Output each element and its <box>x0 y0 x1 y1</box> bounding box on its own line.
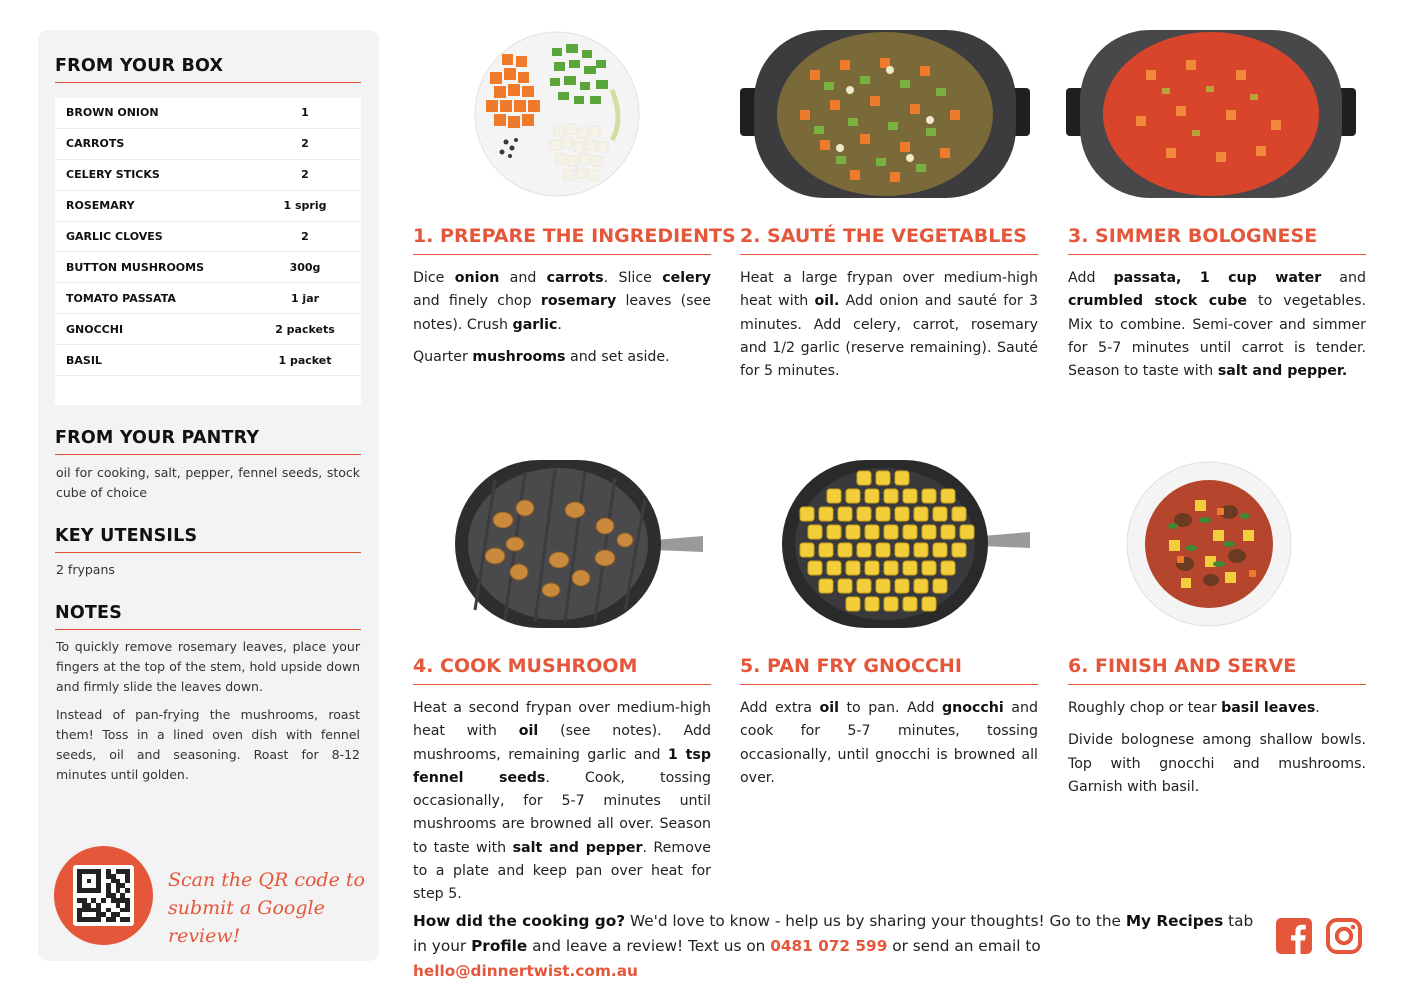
step-paragraph <box>1068 697 1366 720</box>
bold-text: carrots <box>546 270 604 286</box>
text: We'd love to know - help us by sharing your thoughts! Go to the <box>625 912 1126 930</box>
step-5-title: 5. PAN FRY GNOCCHI <box>740 655 1038 685</box>
bold-text: rosemary <box>540 293 617 310</box>
step-2-title: 2. SAUTÉ THE VEGETABLES <box>740 225 1038 255</box>
step-paragraph <box>740 697 1038 790</box>
bold-text: oil. <box>814 293 840 310</box>
bold-text: gnocchi <box>941 700 1004 716</box>
from-your-box-title: FROM YOUR BOX <box>55 56 361 83</box>
text: to vegetables. Mix to combine. Semi-cover and simmer for 5-7 minutes until carrot is tender. Season to taste with <box>1068 293 1366 380</box>
text: Add onion and sauté for 3 minutes. Add celery, carrot, rosemary and 1/2 garlic (reserve remaining). Sauté for 5 minutes. <box>740 293 1038 380</box>
text: . Remove to a plate and keep pan over heat for step 5. <box>413 839 711 903</box>
facebook-icon[interactable] <box>1276 918 1312 954</box>
text: to pan. Add <box>838 700 942 716</box>
bold-text: Profile <box>471 937 528 955</box>
footer-review-text <box>413 909 1263 984</box>
box-item-row <box>55 283 361 314</box>
box-item-qty: 1 jar <box>290 291 320 305</box>
step-paragraph <box>413 697 711 907</box>
box-item-qty: 300g <box>289 260 321 274</box>
bold-text: salt and pepper. <box>1217 363 1348 380</box>
box-item-qty: 2 <box>301 137 309 151</box>
qr-caption: Scan the QR code to submit a Google review! <box>168 869 365 947</box>
bold-text: garlic <box>512 316 558 333</box>
box-item-name: BASIL <box>66 353 102 367</box>
box-item-qty: 2 packets <box>275 322 335 336</box>
text: and finely chop <box>413 293 541 310</box>
instagram-icon[interactable] <box>1326 918 1362 954</box>
notes-title: NOTES <box>55 603 361 630</box>
bold-text: basil leaves <box>1221 700 1316 716</box>
box-item-row <box>55 222 361 253</box>
step-6-serve-image <box>1125 460 1293 628</box>
step-1-body <box>413 267 711 378</box>
bold-text: celery <box>662 270 711 286</box>
box-item-row <box>55 252 361 283</box>
text: tab in your <box>413 912 1254 955</box>
step-paragraph <box>413 346 711 369</box>
box-item-name: BUTTON MUSHROOMS <box>66 260 205 274</box>
step-4-title: 4. COOK MUSHROOM <box>413 655 711 685</box>
bold-text: mushrooms <box>472 348 566 365</box>
step-1-title: 1. PREPARE THE INGREDIENTS <box>413 225 711 255</box>
bold-text: oil <box>518 723 539 740</box>
step-paragraph <box>1068 267 1366 383</box>
sidebar <box>38 30 379 961</box>
text: Heat a second frypan over medium-high heat with <box>413 700 711 740</box>
notes-text <box>56 637 360 793</box>
box-item-name: CARROTS <box>66 137 125 151</box>
box-item-name: TOMATO PASSATA <box>66 291 176 305</box>
step-paragraph <box>1068 729 1366 799</box>
pantry-text: oil for cooking, salt, pepper, fennel seeds, stock cube of choice <box>56 465 360 500</box>
bold-text: salt and pepper <box>512 839 643 856</box>
bold-text: onion <box>454 270 500 286</box>
phone-link[interactable]: 0481 072 599 <box>770 937 888 955</box>
box-item-row <box>55 314 361 345</box>
text: and set aside. <box>565 348 670 365</box>
text: Add extra <box>740 700 820 716</box>
box-item-qty: 1 packet <box>278 353 332 367</box>
text: Roughly chop or tear <box>1068 700 1222 716</box>
box-item-name: BROWN ONION <box>66 106 159 120</box>
text: . Slice <box>603 270 663 286</box>
text: and <box>499 270 547 286</box>
box-item-qty: 2 <box>301 168 309 182</box>
box-item-name: ROSEMARY <box>66 199 135 213</box>
text: . <box>1315 700 1320 716</box>
box-items-table <box>55 98 361 405</box>
box-item-qty: 2 <box>301 230 309 243</box>
from-your-pantry-title: FROM YOUR PANTRY <box>55 428 361 455</box>
step-2-saute-image <box>740 30 1030 198</box>
text: Divide bolognese among shallow bowls. Top with gnocchi and mushrooms. Garnish with basil. <box>1068 732 1366 795</box>
step-paragraph <box>413 267 711 337</box>
text: Quarter <box>413 348 473 365</box>
text: and cook for 5-7 minutes, tossing occasionally, until gnocchi is browned all over. <box>740 700 1038 786</box>
key-utensils-title: KEY UTENSILS <box>55 526 361 553</box>
box-item-qty: 1 <box>301 106 309 120</box>
bold-text: crumbled stock cube <box>1068 293 1248 310</box>
step-5-gnocchi-image <box>782 460 1030 628</box>
step-3-title: 3. SIMMER BOLOGNESE <box>1068 225 1366 255</box>
box-item-name: GNOCCHI <box>66 322 124 336</box>
step-2-body <box>740 267 1038 392</box>
text: and <box>1321 270 1366 286</box>
note-1: To quickly remove rosemary leaves, place your fingers at the top of the stem, hold upside down and firmly slide the leaves down. <box>56 639 360 694</box>
bold-text: How did the cooking go? <box>413 912 626 930</box>
bold-text: My Recipes <box>1125 912 1224 930</box>
step-paragraph <box>740 267 1038 383</box>
note-2: Instead of pan-frying the mushrooms, roast them! Toss in a lined oven dish with fennel seeds, oil and seasoning. Roast for 8-12 minutes until golden. <box>56 707 360 782</box>
step-4-mushroom-image <box>455 460 703 628</box>
bold-text: oil <box>819 700 839 716</box>
step-1-ingredients-image <box>472 30 642 200</box>
text: Dice <box>413 270 455 286</box>
box-item-qty: 1 sprig <box>283 199 327 213</box>
box-item-name: GARLIC CLOVES <box>66 230 163 243</box>
text: Heat a large frypan over medium-high heat with <box>740 270 1038 310</box>
text: Add <box>1068 270 1114 286</box>
box-item-row <box>55 129 361 160</box>
box-item-row <box>55 160 361 191</box>
bold-text: 1 tsp fennel seeds <box>413 746 711 786</box>
bold-text: passata, 1 cup water <box>1113 270 1322 286</box>
box-item-row <box>55 345 361 376</box>
box-item-name: CELERY STICKS <box>66 168 160 182</box>
box-item-row <box>55 98 361 129</box>
email-link[interactable]: hello@dinnertwist.com.au <box>413 962 638 980</box>
qr-code-badge[interactable] <box>54 846 153 945</box>
text: . <box>557 316 562 333</box>
step-3-body <box>1068 267 1366 392</box>
step-5-body <box>740 697 1038 799</box>
step-3-bolognese-image <box>1066 30 1356 198</box>
step-4-body <box>413 697 711 916</box>
text: leaves (see notes). Crush <box>413 293 711 333</box>
text: or send an email to <box>887 937 1041 955</box>
text: (see notes). Add mushrooms, remaining garlic and <box>413 723 711 763</box>
qr-code-icon[interactable] <box>73 865 134 926</box>
box-item-row <box>55 191 361 222</box>
step-6-body <box>1068 697 1366 808</box>
text: and leave a review! Text us on <box>527 937 771 955</box>
step-6-title: 6. FINISH AND SERVE <box>1068 655 1366 685</box>
utensils-text: 2 frypans <box>56 562 115 577</box>
text: . Cook, tossing occasionally, for 5-7 minutes until mushrooms are browned all over. Season to taste with <box>413 769 711 856</box>
